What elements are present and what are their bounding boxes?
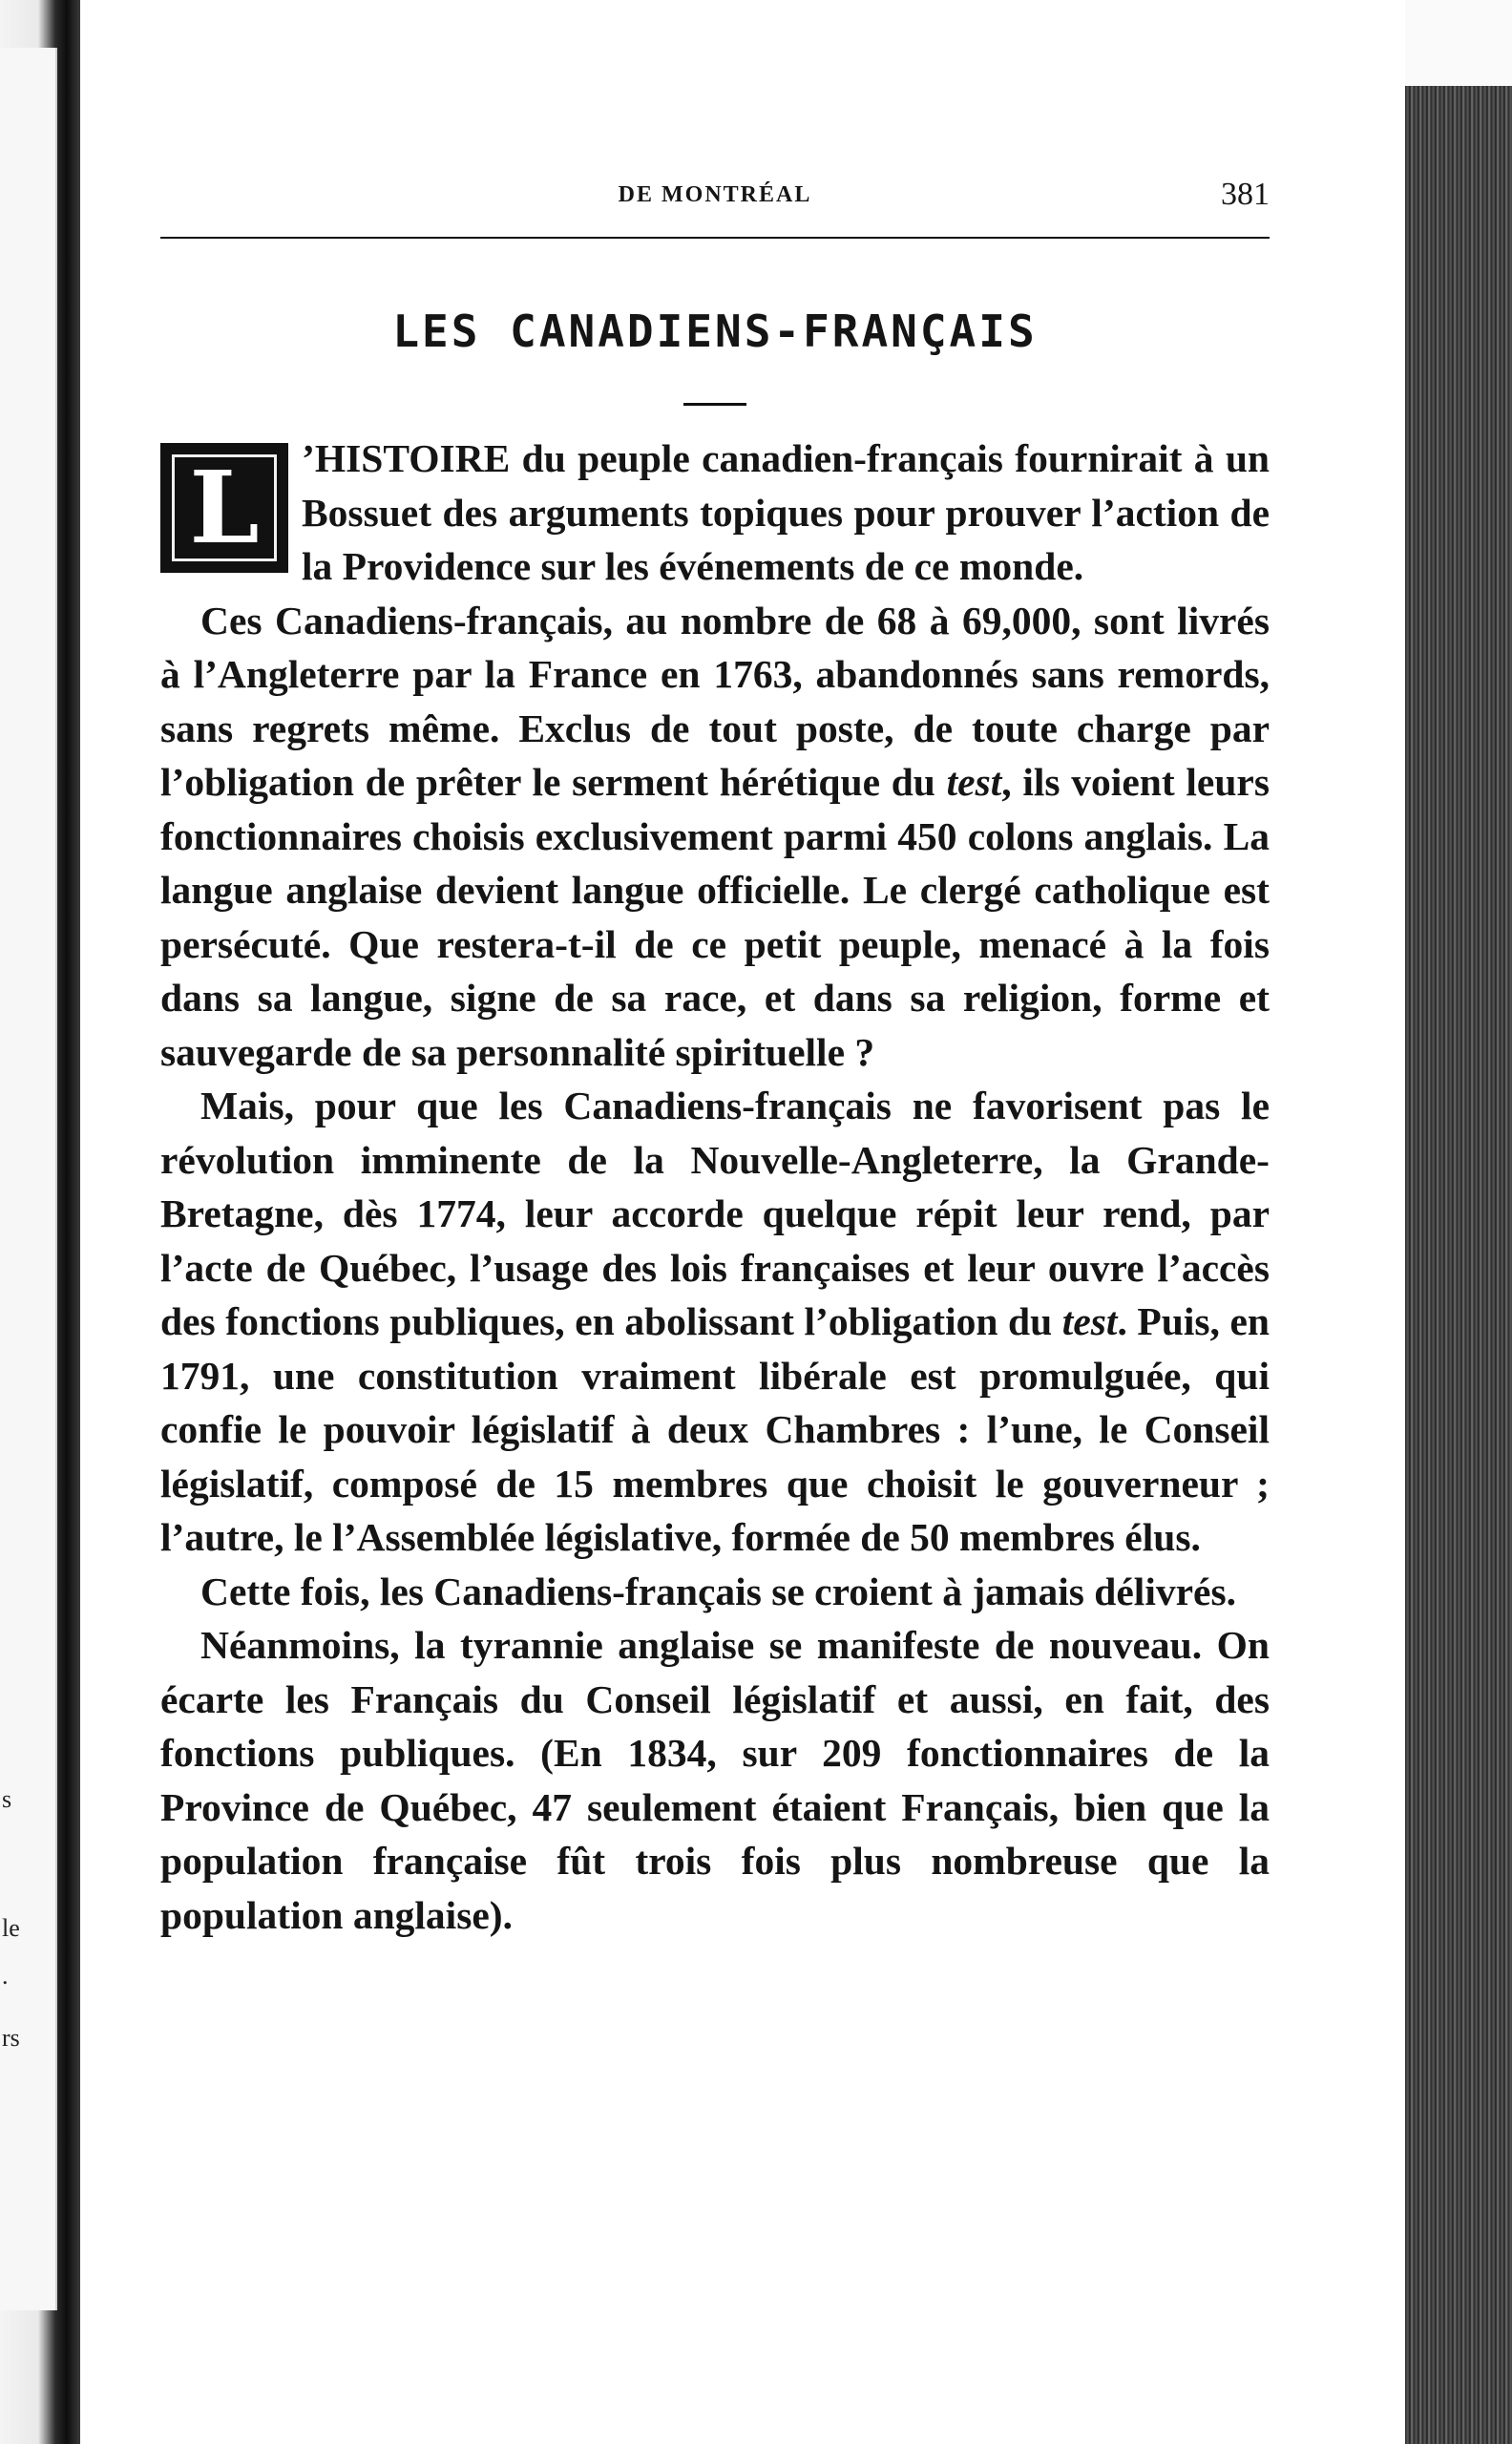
paragraph-1 bbox=[160, 432, 1270, 594]
paragraph-4 bbox=[160, 1565, 1270, 1619]
paragraph-text: Néanmoins, la tyrannie anglaise se manifeste de nouveau. On écarte les Français du Conseil législatif et aussi, en fait, des fonctions publiques. (En 1834, sur 209 fonctionnaires de la Province de Québec, 47 seulement étaient Français, bien que la population française fût trois fois plus nombreuse que la population anglaise). bbox=[160, 1623, 1270, 1937]
previous-page-fragment: rs bbox=[2, 2024, 20, 2052]
previous-page-edge bbox=[0, 48, 57, 2310]
paragraph-text: Ces Canadiens-français, au nombre de 68 à 69,000, sont livrés à l’Angleterre par la France en 1763, abandonnés sans remords, sans regrets même. Exclus de tout poste, de toute charge par l’obligation de prêter le serment hérétique du bbox=[160, 598, 1270, 804]
page-stack-top bbox=[1405, 0, 1512, 86]
page-number: 381 bbox=[1221, 177, 1270, 212]
italic-term: test bbox=[946, 760, 1002, 804]
previous-page-fragment: le bbox=[2, 1914, 20, 1942]
running-head bbox=[160, 177, 1270, 215]
page-stack-edge bbox=[1405, 86, 1512, 2444]
ornamental-drop-cap bbox=[160, 443, 288, 573]
title-divider bbox=[683, 403, 746, 406]
paragraph-text: Cette fois, les Canadiens-français se croient à jamais délivrés. bbox=[200, 1569, 1236, 1613]
body-text bbox=[160, 432, 1270, 1942]
previous-page-fragment: . bbox=[2, 1962, 9, 1990]
paragraph-5 bbox=[160, 1618, 1270, 1942]
drop-cap-letter: L bbox=[189, 449, 260, 566]
previous-page-fragment: s bbox=[2, 1785, 12, 1813]
italic-term: test bbox=[1061, 1299, 1118, 1343]
paragraph-3 bbox=[160, 1079, 1270, 1565]
chapter-title: LES CANADIENS-FRANÇAIS bbox=[392, 306, 1038, 357]
paragraph-2 bbox=[160, 594, 1270, 1080]
paragraph-text: , ils voient leurs fonctionnaires choisis exclusivement parmi 450 colons anglais. La langue anglaise devient langue officielle. Le clergé catholique est persécuté. Que restera-t-il de ce petit peuple, menacé à la fois dans sa langue, signe de sa race, et dans sa religion, forme et sauvegarde de sa personnalité spirituelle ? bbox=[160, 760, 1270, 1074]
paragraph-text: ’HISTOIRE du peuple canadien-français fournirait à un Bossuet des arguments topiques pour prouver l’action de la Providence sur les événements de ce monde. bbox=[302, 436, 1270, 588]
header-rule bbox=[160, 237, 1270, 239]
paragraph-text: Mais, pour que les Canadiens-français ne favorisent pas le révolution imminente de la Nouvelle-Angleterre, la Grande-Bretagne, dès 1774, leur accorde quelque répit leur rend, par l’acte de Québec, l’usage des lois françaises et leur ouvre l’accès des fonctions publiques, en abolissant l’obligation du bbox=[160, 1084, 1270, 1343]
paragraph-text: . Puis, en 1791, une constitution vraiment libérale est promulguée, qui confie le pouvoir législatif à deux Chambres : l’une, le Conseil législatif, composé de 15 membres que choisit le gouverneur ; l’autre, le l’Assemblée législative, formée de 50 membres élus. bbox=[160, 1299, 1270, 1559]
running-title: DE MONTRÉAL bbox=[618, 182, 812, 207]
book-page bbox=[80, 57, 1403, 2406]
